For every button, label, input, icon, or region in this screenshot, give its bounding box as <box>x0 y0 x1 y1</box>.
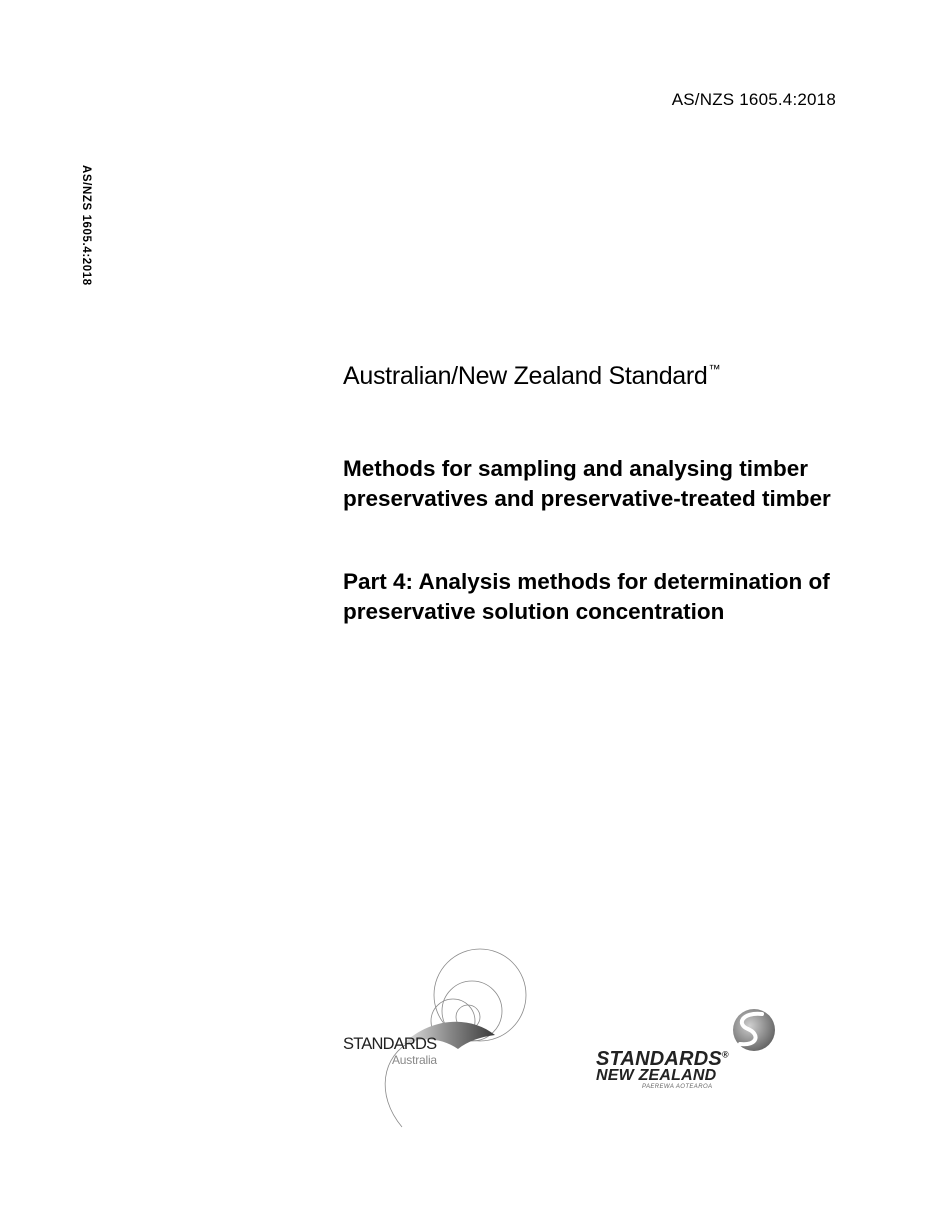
document-part-title: Part 4: Analysis methods for determination of preservative solution concentration <box>343 569 830 624</box>
trademark-symbol: ™ <box>708 362 721 376</box>
document-title: Methods for sampling and analysing timber preservatives and preservative-treated timber <box>343 456 831 511</box>
registered-symbol: ® <box>721 1049 729 1060</box>
standards-australia-wordmark: STANDARDS <box>343 1035 437 1053</box>
document-number: AS/NZS 1605.4:2018 <box>671 90 836 109</box>
standards-nz-line2: NEW ZEALAND <box>596 1067 717 1084</box>
standards-australia-subtitle: Australia <box>392 1053 437 1067</box>
series-label: Australian/New Zealand Standard <box>343 362 708 390</box>
standards-nz-tagline: PAEREWA AOTEAROA <box>642 1084 713 1090</box>
spine-document-number: AS/NZS 1605.4:2018 <box>80 165 92 286</box>
standard-series <box>343 362 720 391</box>
standards-nz-line1: STANDARDS <box>596 1048 722 1070</box>
